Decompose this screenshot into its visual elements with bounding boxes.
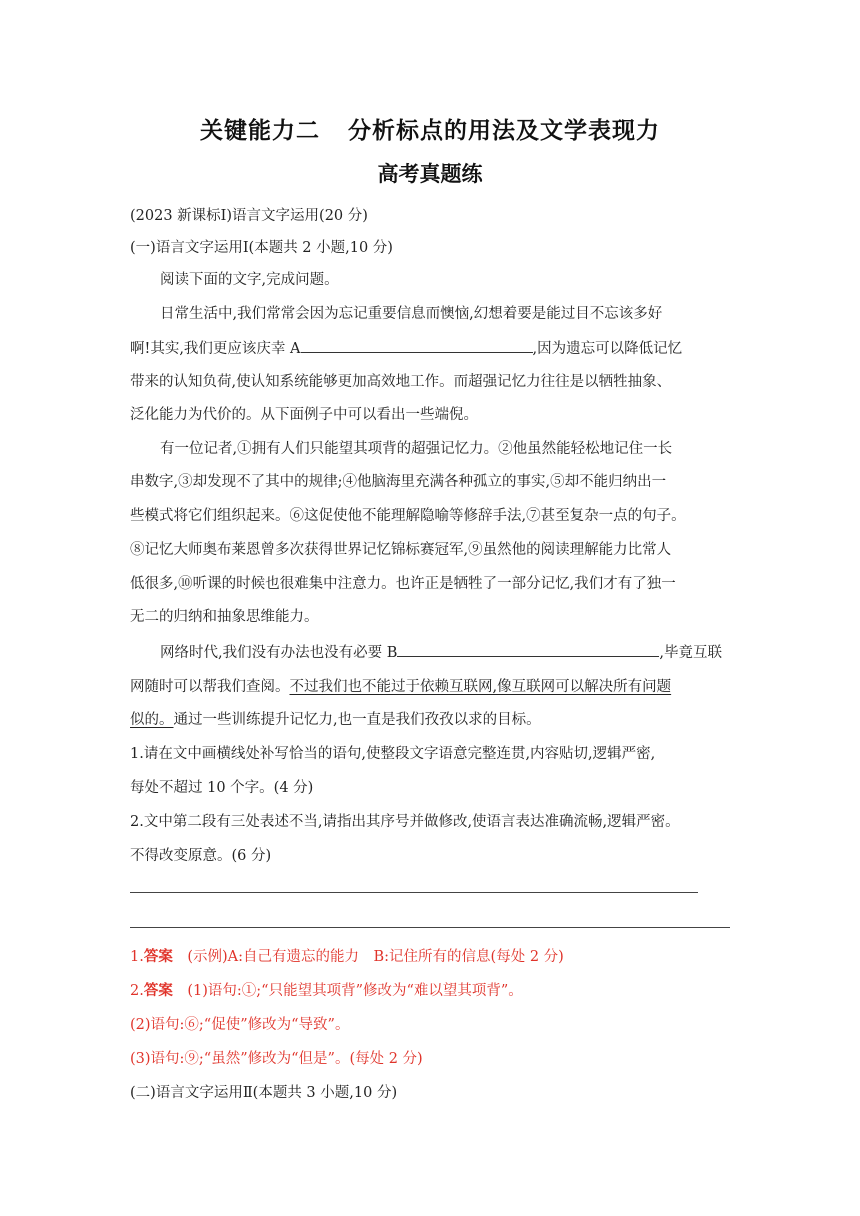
source-line: (2023 新课标Ⅰ)语言文字运用(20 分) (130, 208, 368, 224)
passage-line: 有一位记者,①拥有人们只能望其项背的超强记忆力。②他虽然能轻松地记住一长 (160, 441, 673, 457)
underlined-sentence: 似的。 (130, 712, 174, 728)
passage-line: 日常生活中,我们常常会因为忘记重要信息而懊恼,幻想着要是能过目不忘该多好 (160, 306, 663, 322)
passage-line: 啊!其实,我们更应该庆幸 A ,因为遗忘可以降低记忆 (130, 337, 682, 358)
page-title (0, 112, 860, 145)
passage-line: 无二的归纳和抽象思维能力。 (130, 609, 319, 625)
section1-heading: (一)语言文字运用Ⅰ(本题共 2 小题,10 分) (130, 240, 393, 256)
blank-b (397, 642, 659, 657)
question-2: 2.文中第二段有三处表述不当,请指出其序号并做修改,使语言表达准确流畅,逻辑严密。 (130, 814, 680, 830)
passage-line: 网随时可以帮我们查阅。不过我们也不能过于依赖互联网,像互联网可以解决所有问题 (130, 679, 672, 695)
passage-line: 似的。通过一些训练提升记忆力,也一直是我们孜孜以求的目标。 (130, 712, 541, 728)
answer-label: 答案 (143, 983, 173, 999)
passage-line: ⑧记忆大师奥布莱恩曾多次获得世界记忆锦标赛冠军,⑨虽然他的阅读理解能力比常人 (130, 542, 672, 558)
passage-line: 泛化能力为代价的。从下面例子中可以看出一些端倪。 (130, 407, 478, 423)
answer-rule (130, 892, 698, 893)
instruction: 阅读下面的文字,完成问题。 (160, 272, 339, 288)
answer-2: 2.答案 (1)语句:①;“只能望其项背”修改为“难以望其项背”。 (130, 983, 523, 999)
passage-line: 低很多,⑩听课的时候也很难集中注意力。也许正是牺牲了一部分记忆,我们才有了独一 (130, 576, 676, 592)
section2-heading: (二)语言文字运用Ⅱ(本题共 3 小题,10 分) (130, 1085, 398, 1101)
question-1-cont: 每处不超过 10 个字。(4 分) (130, 780, 314, 796)
question-1: 1.请在文中画横线处补写恰当的语句,使整段文字语意完整连贯,内容贴切,逻辑严密, (130, 746, 656, 762)
page-subtitle: 高考真题练 (377, 162, 483, 186)
title-part-1: 关键能力二 (200, 118, 320, 144)
answer-1: 1.答案 (示例)A:自己有遗忘的能力 B:记住所有的信息(每处 2 分) (130, 949, 564, 965)
passage-line: 些模式将它们组织起来。⑥这促使他不能理解隐喻等修辞手法,⑦甚至复杂一点的句子。 (130, 508, 686, 524)
passage-line: 带来的认知负荷,使认知系统能够更加高效地工作。而超强记忆力往往是以牺牲抽象、 (130, 374, 672, 390)
answer-label: 答案 (143, 949, 173, 965)
blank-a (301, 338, 533, 353)
underlined-sentence: 不过我们也不能过于依赖互联网,像互联网可以解决所有问题 (289, 679, 672, 695)
answer-2-line-2: (2)语句:⑥;“促使”修改为“导致”。 (130, 1017, 350, 1033)
answer-2-line-3: (3)语句:⑨;“虽然”修改为“但是”。(每处 2 分) (130, 1051, 423, 1067)
answer-rule (130, 927, 730, 928)
question-2-cont: 不得改变原意。(6 分) (130, 848, 272, 864)
title-part-2: 分析标点的用法及文学表现力 (348, 118, 660, 144)
passage-line: 网络时代,我们没有办法也没有必要 B ,毕竟互联 (160, 641, 722, 662)
passage-line: 串数字,③却发现不了其中的规律;④他脑海里充满各种孤立的事实,⑤却不能归纳出一 (130, 474, 667, 490)
